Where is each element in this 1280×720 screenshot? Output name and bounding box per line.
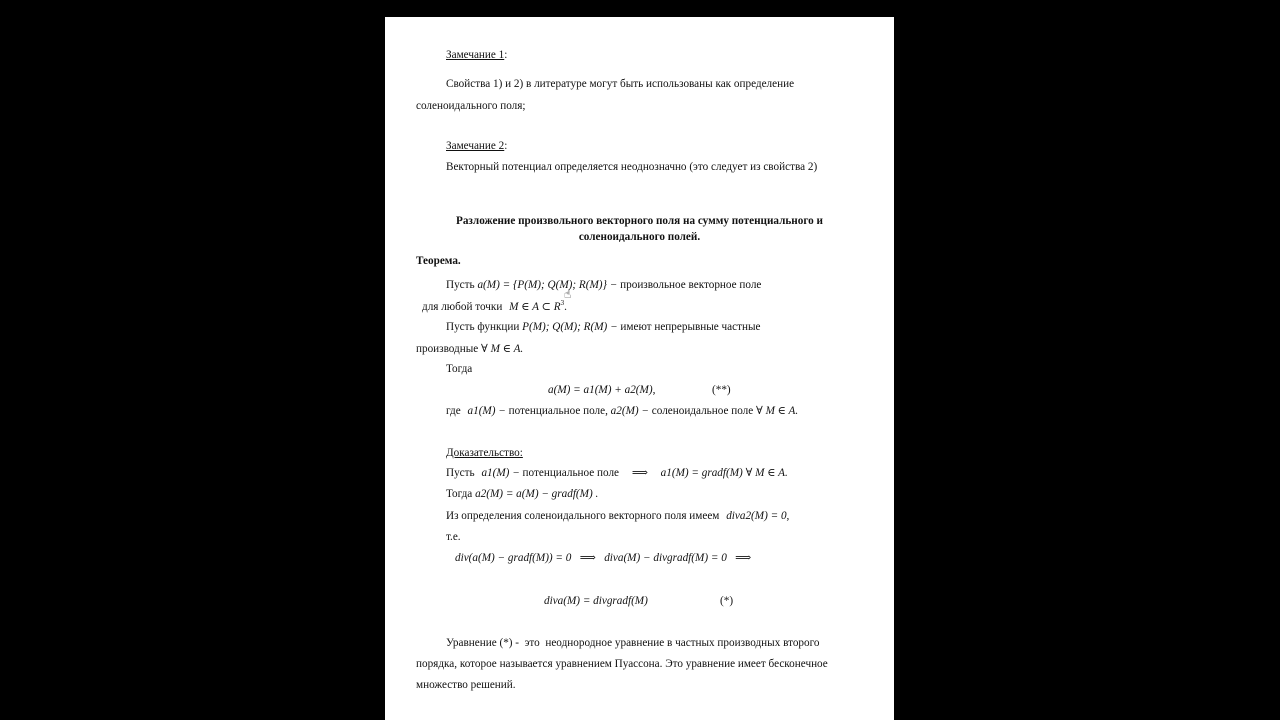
remark2-text: Векторный потенциал определяется неоднозначно (это следует из свойства 2) [446, 161, 818, 173]
theorem-line4-formula: ∀ M ∈ A. [481, 343, 524, 355]
conclusion-line2: порядка, которое называется уравнением Пуассона. Это уравнение имеет бесконечное [416, 658, 828, 670]
conclusion-line1: Уравнение (*) - это неоднородное уравнение в частных производных второго [446, 637, 820, 649]
proof-line1-prefix: Пусть [446, 467, 475, 479]
proof-line3-formula: diva2(M) = 0, [726, 510, 790, 522]
proof-line2 [446, 487, 598, 501]
theorem-where-text2: соленоидальное поле [651, 405, 754, 417]
theorem-line2: для любой точки M ∈ A ⊂ $R^3$. [422, 299, 567, 313]
proof-line6-formula: diva(M) = divgradf(M) [544, 595, 648, 607]
theorem-where-text1: потенциальное поле, [508, 405, 608, 417]
remark2-colon: : [504, 140, 508, 152]
conclusion-line3: множество решений. [416, 679, 516, 691]
proof-line1-formula: a1(M) = gradf(M) ∀ M ∈ A. [660, 467, 788, 479]
proof-line2-formula: a2(M) = a(M) − gradf(M) . [475, 488, 599, 500]
proof-line1 [446, 466, 788, 480]
theorem-where-part2: a2(M) − [610, 405, 649, 417]
section-heading-line1: Разложение произвольного векторного поля на сумму потенциального и [456, 215, 823, 227]
theorem-then: Тогда [446, 363, 473, 375]
theorem-line2-formula: M ∈ A ⊂ R [509, 301, 561, 313]
theorem-where-formula-end: ∀ M ∈ A. [756, 405, 799, 417]
theorem-line3-formula: P(M); Q(M); R(M) − [522, 321, 618, 333]
theorem-line1-prefix: Пусть [446, 279, 475, 291]
theorem-line4 [416, 342, 523, 356]
remark1-colon: : [504, 49, 508, 61]
section-heading-line2: соленоидального полей. [578, 231, 701, 243]
theorem-line3 [446, 320, 760, 334]
proof-line1-text: потенциальное поле [522, 467, 620, 479]
remark1-heading [446, 48, 507, 62]
remark1-text-line2: соленоидального поля; [416, 100, 526, 112]
hand-cursor-icon: ☝ [564, 287, 572, 301]
theorem-equation: a(M) = a1(M) + a2(M), [548, 384, 656, 396]
proof-line1-part: a1(M) − [481, 467, 520, 479]
theorem-line2-sup: 3 [560, 299, 565, 307]
theorem-line2-prefix: для любой точки [422, 301, 503, 313]
remark1-title: Замечание 1 [446, 49, 505, 61]
implies-arrow-icon: ⟹ [631, 467, 648, 479]
theorem-line1 [446, 278, 761, 292]
theorem-where-line [446, 404, 798, 418]
theorem-line1-suffix: произвольное векторное поле [620, 279, 762, 291]
proof-line2-prefix: Тогда [446, 488, 473, 500]
document-page [385, 17, 894, 720]
theorem-line3-suffix: имеют непрерывные частные [620, 321, 761, 333]
theorem-label: Теорема. [416, 255, 461, 267]
proof-title: Доказательство: [446, 447, 523, 459]
proof-line3-text: Из определения соленоидального векторного поля имеем [446, 510, 720, 522]
theorem-where-part1: a1(M) − [467, 405, 506, 417]
theorem-line3-prefix: Пусть функции [446, 321, 520, 333]
remark2-title: Замечание 2 [446, 140, 505, 152]
proof-line6-tag: (*) [720, 595, 734, 607]
remark1-text-line1: Свойства 1) и 2) в литературе могут быть использованы как определение [446, 78, 795, 90]
proof-line5-formula: div(a(M) − gradf(M)) = 0 ⟹ diva(M) − divgradf(M) = 0 ⟹ [455, 552, 752, 564]
proof-line3 [446, 509, 789, 523]
theorem-line1-formula: a(M) = {P(M); Q(M); R(M)} − [477, 279, 618, 291]
theorem-where-prefix: где [446, 405, 461, 417]
proof-line4: т.е. [446, 531, 461, 543]
remark2-heading [446, 139, 507, 153]
theorem-line4-prefix: производные [416, 343, 479, 355]
theorem-equation-tag: (**) [712, 384, 731, 396]
